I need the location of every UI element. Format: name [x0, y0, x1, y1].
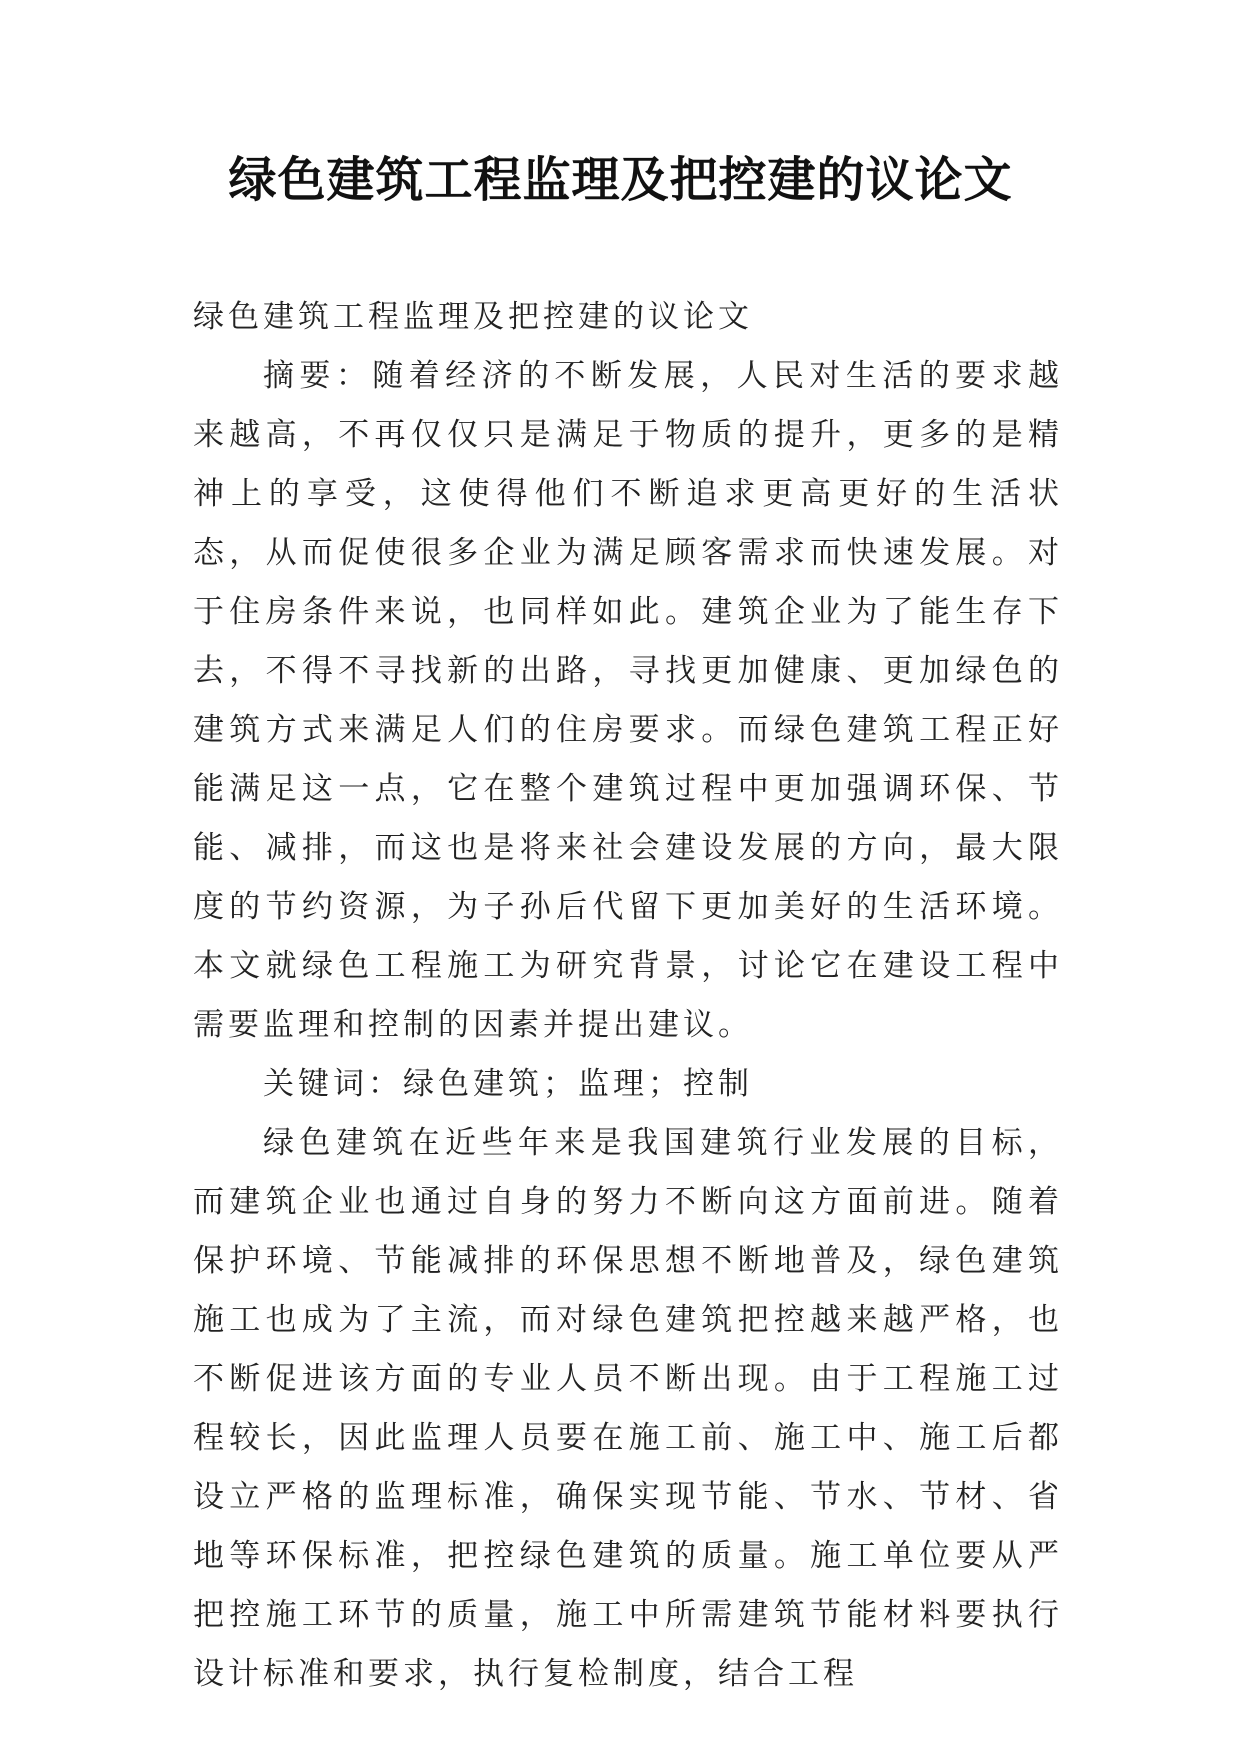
document-body — [193, 288, 1063, 1704]
abstract-paragraph: 摘要：随着经济的不断发展，人民对生活的要求越来越高，不再仅仅只是满足于物质的提升，更多的是精神上的享受，这使得他们不断追求更高更好的生活状态，从而促使很多企业为满足顾客需求而快速发展。对于住房条件来说，也同样如此。建筑企业为了能生存下去，不得不寻找新的出路，寻找更加健康、更加绿色的建筑方式来满足人们的住房要求。而绿色建筑工程正好能满足这一点，它在整个建筑过程中更加强调环保、节能、减排，而这也是将来社会建设发展的方向，最大限度的节约资源，为子孙后代留下更加美好的生活环境。本文就绿色工程施工为研究背景，讨论它在建设工程中需要监理和控制的因素并提出建议。 — [193, 358, 1063, 1043]
body-paragraph: 绿色建筑在近些年来是我国建筑行业发展的目标，而建筑企业也通过自身的努力不断向这方面前进。随着保护环境、节能减排的环保思想不断地普及，绿色建筑施工也成为了主流，而对绿色建筑把控越来越严格，也不断促进该方面的专业人员不断出现。由于工程施工过程较长，因此监理人员要在施工前、施工中、施工后都设立严格的监理标准，确保实现节能、节水、节材、省地等环保标准，把控绿色建筑的质量。施工单位要从严把控施工环节的质量，施工中所需建筑节能材料要执行设计标准和要求，执行复检制度，结合工程 — [193, 1125, 1063, 1692]
document-subtitle: 绿色建筑工程监理及把控建的议论文 — [193, 299, 753, 335]
document-title: 绿色建筑工程监理及把控建的议论文 — [228, 152, 1013, 208]
keywords-paragraph: 关键词：绿色建筑；监理；控制 — [263, 1066, 753, 1102]
